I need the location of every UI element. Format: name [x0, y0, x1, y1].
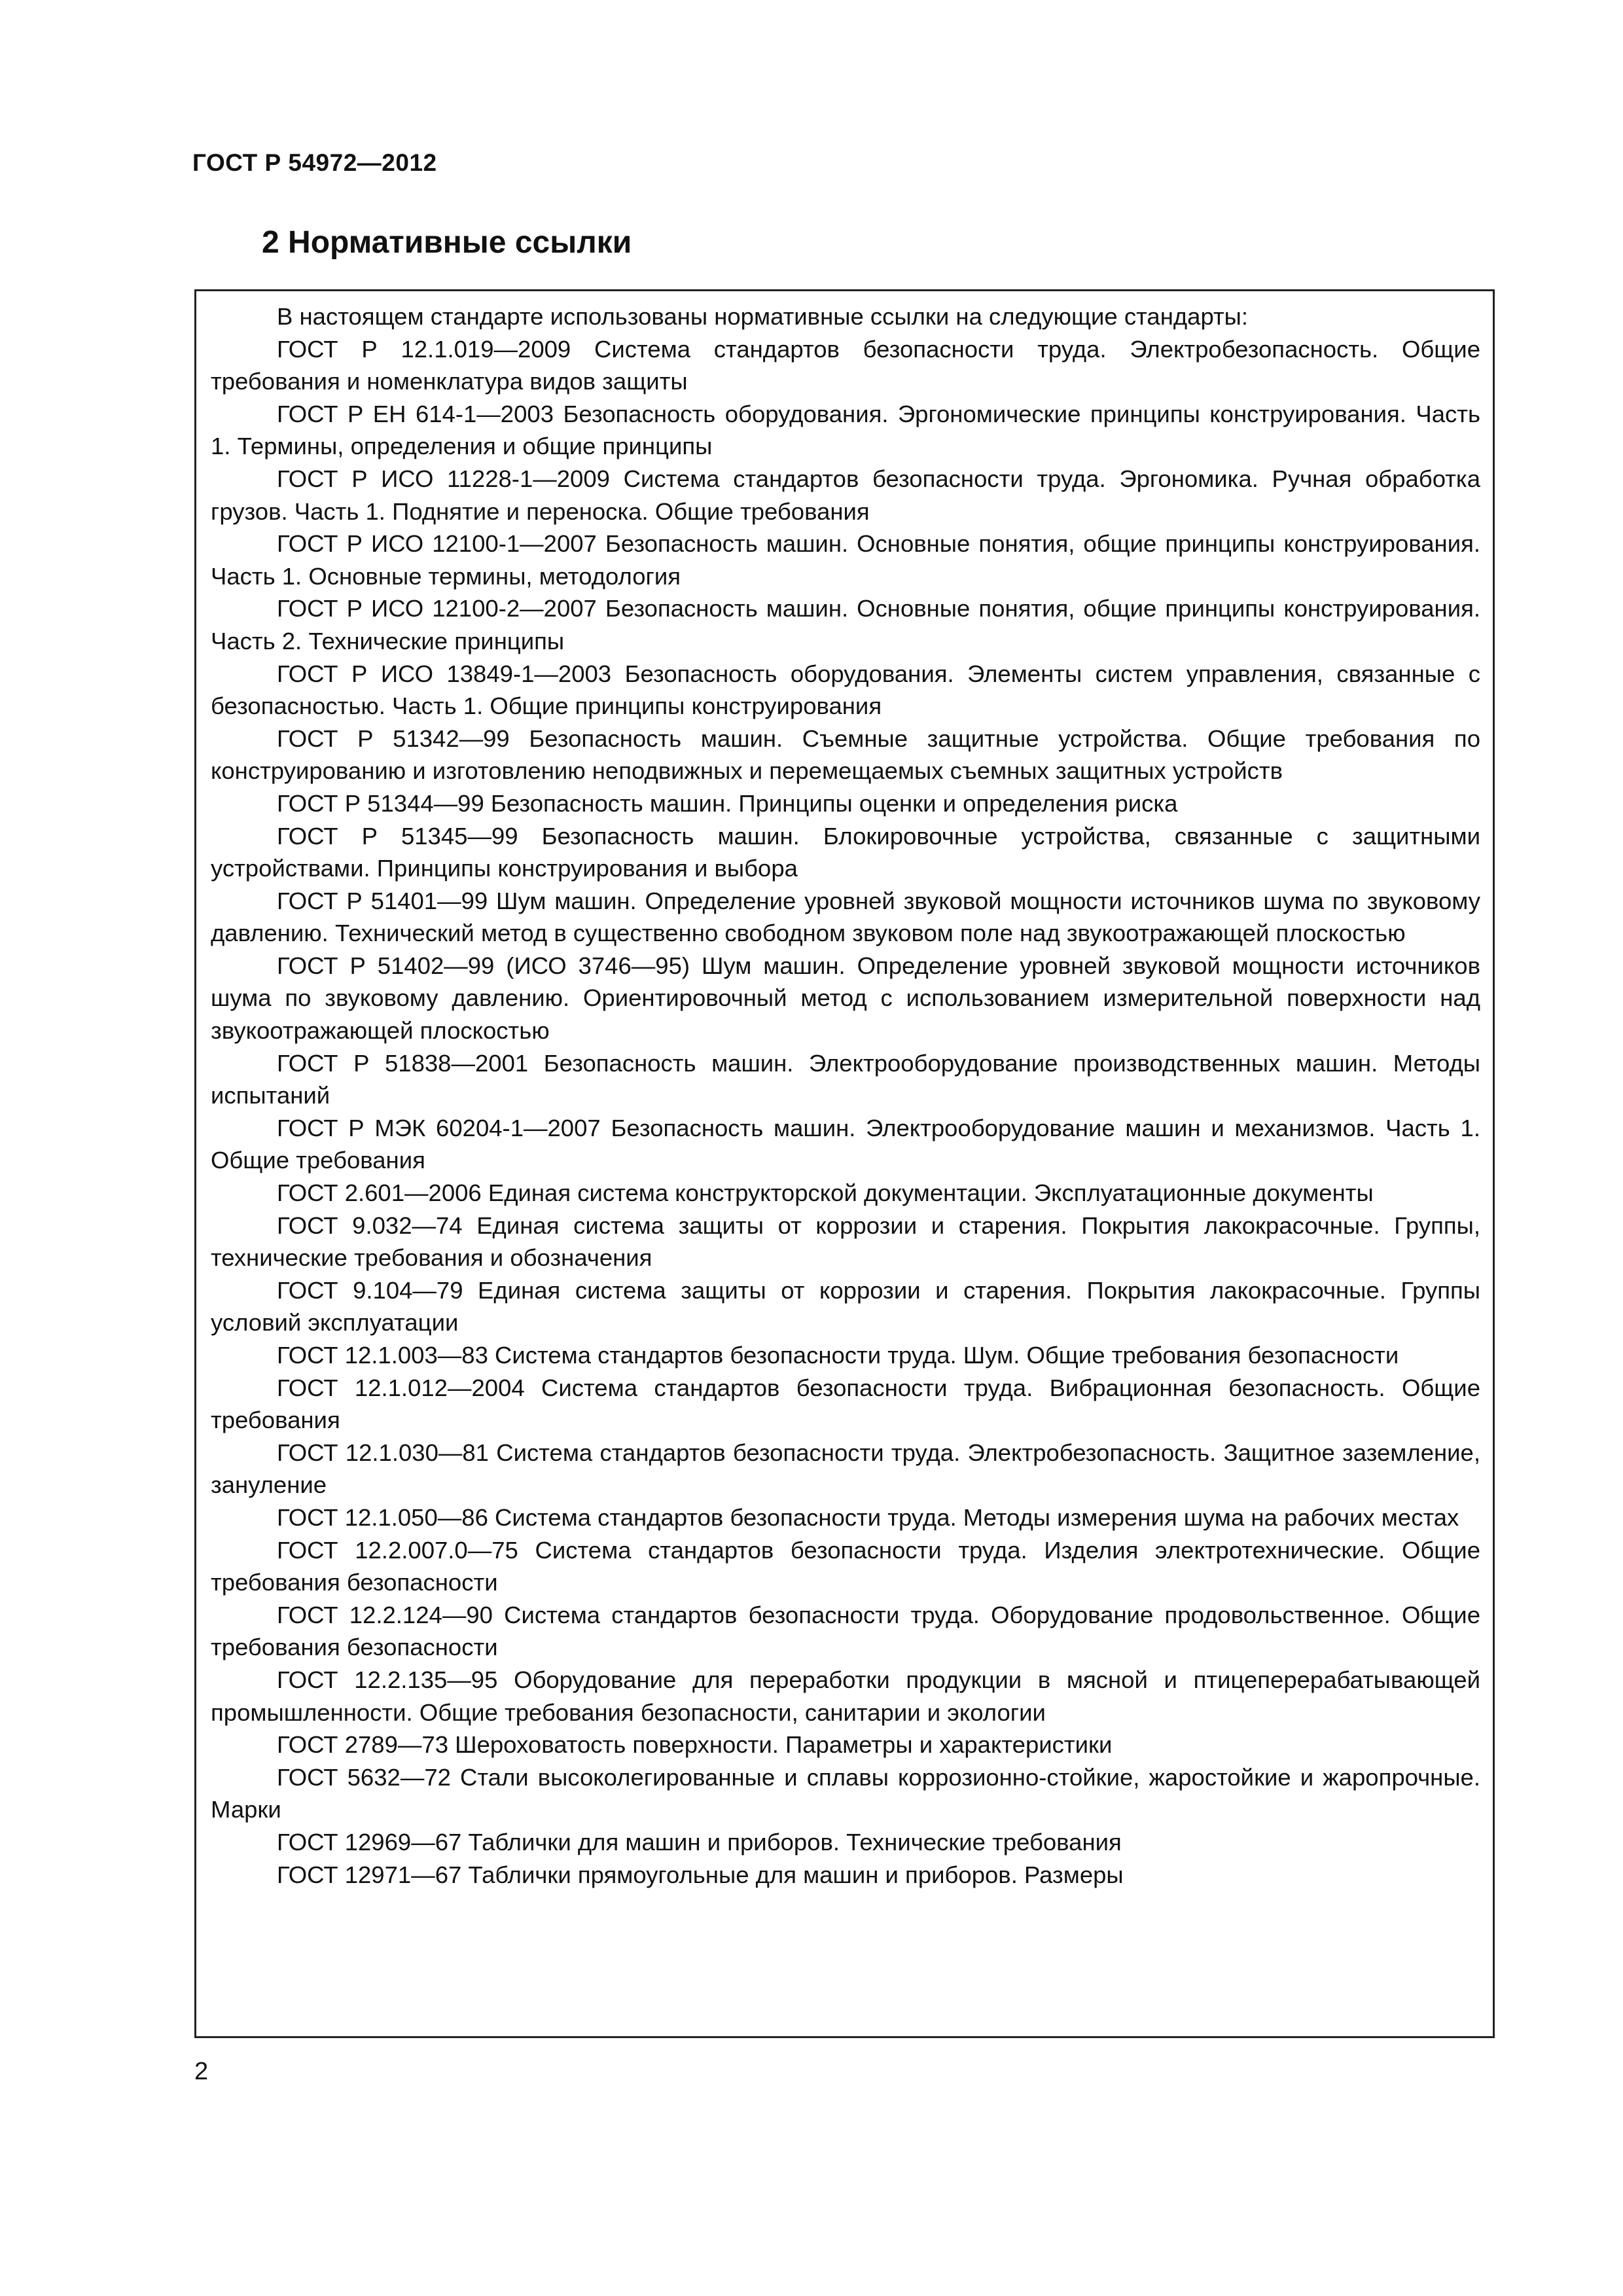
reference-item: ГОСТ Р ИСО 11228-1—2009 Система стандартов безопасности труда. Эргономика. Ручная обработка грузов. Часть 1. Поднятие и переноска. Общие требования — [211, 465, 1480, 525]
reference-item: ГОСТ 12969—67 Таблички для машин и приборов. Технические требования — [277, 1828, 1122, 1856]
reference-item: ГОСТ 12.2.124—90 Система стандартов безопасности труда. Оборудование продовольственное. Общие требования безопасности — [211, 1601, 1480, 1661]
reference-item: ГОСТ 12.1.030—81 Система стандартов безопасности труда. Электробезопасность. Защитное заземление, зануление — [211, 1439, 1480, 1499]
reference-item: ГОСТ Р ИСО 12100-1—2007 Безопасность машин. Основные понятия, общие принципы конструирования. Часть 1. Основные термины, методология — [211, 530, 1480, 590]
references-list — [211, 300, 1480, 1891]
reference-item: ГОСТ Р 51342—99 Безопасность машин. Съемные защитные устройства. Общие требования по конструированию и изготовлению неподвижных и перемещаемых съемных защитных устройств — [211, 725, 1480, 785]
section-title: 2 Нормативные ссылки — [262, 225, 632, 260]
reference-item: ГОСТ Р 51838—2001 Безопасность машин. Электрооборудование производственных машин. Методы испытаний — [211, 1049, 1480, 1109]
reference-item: ГОСТ Р 51344—99 Безопасность машин. Принципы оценки и определения риска — [277, 789, 1178, 817]
reference-item: ГОСТ 12.2.135—95 Оборудование для переработки продукции в мясной и птицеперерабатывающей промышленности. Общие требования безопасности, санитарии и экологии — [211, 1666, 1480, 1726]
reference-item: ГОСТ 12.1.003—83 Система стандартов безопасности труда. Шум. Общие требования безопасности — [277, 1342, 1399, 1369]
reference-item: ГОСТ 2.601—2006 Единая система конструкторской документации. Эксплуатационные документы — [277, 1179, 1374, 1207]
reference-item: ГОСТ Р 51345—99 Безопасность машин. Блокировочные устройства, связанные с защитными устройствами. Принципы конструирования и выбора — [211, 822, 1480, 882]
reference-item: ГОСТ Р ЕН 614-1—2003 Безопасность оборудования. Эргономические принципы конструирования. Часть 1. Термины, определения и общие принципы — [211, 400, 1480, 460]
reference-item: ГОСТ Р ИСО 13849-1—2003 Безопасность оборудования. Элементы систем управления, связанные с безопасностью. Часть 1. Общие принципы конструирования — [211, 660, 1480, 720]
reference-item: ГОСТ Р 12.1.019—2009 Система стандартов безопасности труда. Электробезопасность. Общие требования и номенклатура видов защиты — [211, 335, 1480, 395]
page-number: 2 — [194, 2058, 209, 2085]
reference-item: ГОСТ 5632—72 Стали высоколегированные и сплавы коррозионно-стойкие, жаростойкие и жаропрочные. Марки — [211, 1763, 1480, 1823]
reference-item: ГОСТ 12.1.012—2004 Система стандартов безопасности труда. Вибрационная безопасность. Общие требования — [211, 1374, 1480, 1434]
reference-item: ГОСТ 9.032—74 Единая система защиты от коррозии и старения. Покрытия лакокрасочные. Группы, технические требования и обозначения — [211, 1211, 1480, 1272]
reference-item: ГОСТ Р 51401—99 Шум машин. Определение уровней звуковой мощности источников шума по звуковому давлению. Технический метод в существенно свободном звуковом поле над звукоотражающей плоскостью — [211, 887, 1480, 947]
reference-item: ГОСТ Р 51402—99 (ИСО 3746—95) Шум машин. Определение уровней звуковой мощности источников шума по звуковому давлению. Ориентировочный метод с использованием измерительной поверхности над звукоотражающей плоскостью — [211, 952, 1480, 1045]
reference-item: ГОСТ Р МЭК 60204-1—2007 Безопасность машин. Электрооборудование машин и механизмов. Часть 1. Общие требования — [211, 1114, 1480, 1174]
reference-item: ГОСТ 12971—67 Таблички прямоугольные для машин и приборов. Размеры — [277, 1861, 1124, 1888]
reference-item: ГОСТ Р ИСО 12100-2—2007 Безопасность машин. Основные понятия, общие принципы конструирования. Часть 2. Технические принципы — [211, 595, 1480, 655]
reference-item: ГОСТ 12.1.050—86 Система стандартов безопасности труда. Методы измерения шума на рабочих местах — [277, 1503, 1459, 1531]
reference-item: ГОСТ 9.104—79 Единая система защиты от коррозии и старения. Покрытия лакокрасочные. Группы условий эксплуатации — [211, 1276, 1480, 1336]
reference-item: ГОСТ 12.2.007.0—75 Система стандартов безопасности труда. Изделия электротехнические. Общие требования безопасности — [211, 1536, 1480, 1596]
document-code: ГОСТ Р 54972—2012 — [192, 149, 437, 176]
reference-item: ГОСТ 2789—73 Шероховатость поверхности. Параметры и характеристики — [277, 1731, 1113, 1759]
references-intro: В настоящем стандарте использованы нормативные ссылки на следующие стандарты: — [277, 303, 1249, 330]
